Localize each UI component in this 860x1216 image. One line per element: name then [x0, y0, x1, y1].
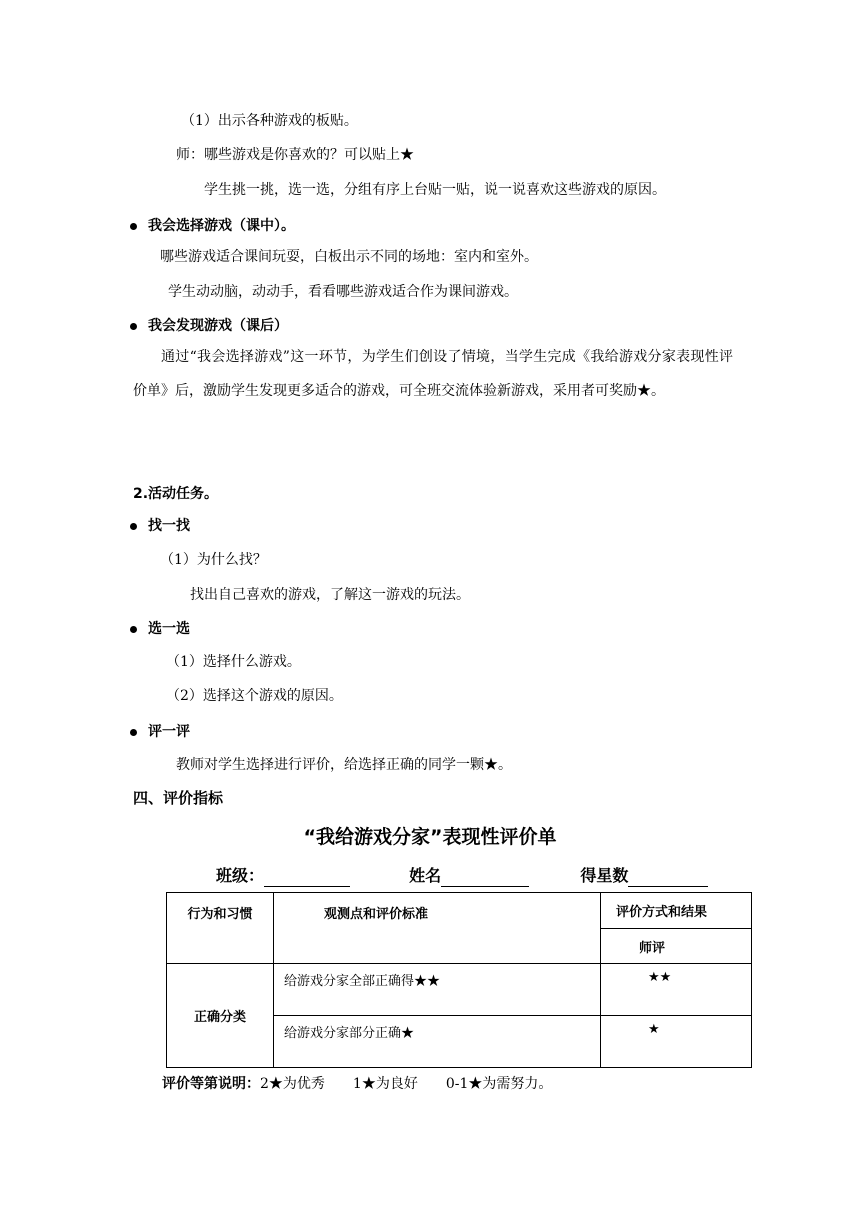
heading-choose-games: 我会选择游戏（课中）。 [148, 218, 295, 234]
form-title: “我给游戏分家”表现性评价单 [303, 826, 557, 848]
header-method: 评价方式和结果 [601, 893, 752, 929]
stars-blank [628, 868, 708, 887]
teacher-question: 师：哪些游戏是你喜欢的？可以贴上★ [176, 147, 414, 163]
student-thinking-text: 学生动动脑，动动手，看看哪些游戏适合作为课间游戏。 [168, 284, 518, 300]
heading-evaluate: 评一评 [148, 724, 190, 740]
name-label: 姓名 [409, 866, 442, 885]
stars-label: 得星数 [580, 866, 629, 885]
header-behavior: 行为和习惯 [167, 893, 274, 964]
step-1-text: （1）出示各种游戏的板贴。 [181, 113, 358, 129]
bullet-icon [130, 729, 137, 736]
bullet-icon [130, 626, 137, 633]
class-label: 班级： [216, 866, 265, 885]
heading-select: 选一选 [148, 621, 190, 637]
name-blank [441, 868, 529, 887]
bullet-icon [130, 323, 137, 330]
bullet-icon [130, 223, 137, 230]
category-correct-classification: 正确分类 [167, 964, 274, 1068]
paragraph-discover: 通过“我会选择游戏”这一环节，为学生们创设了情境，当学生完成《我给游戏分家表现性评价单》后，激励学生发现更多适合的游戏，可全班交流体验新游戏，采用者可奖励★。 [133, 349, 733, 399]
heading-find: 找一找 [148, 518, 190, 534]
evaluation-table [166, 892, 752, 1068]
header-teacher-evaluation: 师评 [601, 929, 752, 964]
select-item-2: （2）选择这个游戏的原因。 [166, 688, 343, 704]
class-blank [264, 868, 350, 887]
evaluate-text: 教师对学生选择进行评价，给选择正确的同学一颗★。 [176, 757, 512, 773]
grading-legend [162, 1074, 552, 1094]
select-item-1: （1）选择什么游戏。 [166, 654, 301, 670]
choose-games-text: 哪些游戏适合课间玩耍，白板出示不同的场地：室内和室外。 [160, 249, 538, 265]
result-partly-correct: ★ [601, 1016, 752, 1068]
section-evaluation-indicators: 四、评价指标 [133, 789, 224, 807]
student-activity: 学生挑一挑，选一选，分组有序上台贴一贴，说一说喜欢这些游戏的原因。 [204, 182, 666, 198]
form-fields-row [216, 865, 708, 887]
heading-discover-games: 我会发现游戏（课后） [148, 318, 288, 334]
bullet-icon [130, 523, 137, 530]
grading-legend-label: 评价等第说明： [162, 1076, 260, 1092]
find-question: （1）为什么找？ [160, 552, 267, 568]
section-activity-tasks: 2.活动任务。 [133, 486, 219, 502]
criteria-all-correct: 给游戏分家全部正确得★★ [274, 964, 601, 1016]
grading-legend-text: 2★为优秀 1★为良好 0-1★为需努力。 [260, 1076, 553, 1092]
result-all-correct: ★★ [601, 964, 752, 1016]
find-answer: 找出自己喜欢的游戏，了解这一游戏的玩法。 [190, 587, 470, 603]
criteria-partly-correct: 给游戏分家部分正确★ [274, 1016, 601, 1068]
header-criteria: 观测点和评价标准 [274, 893, 601, 964]
